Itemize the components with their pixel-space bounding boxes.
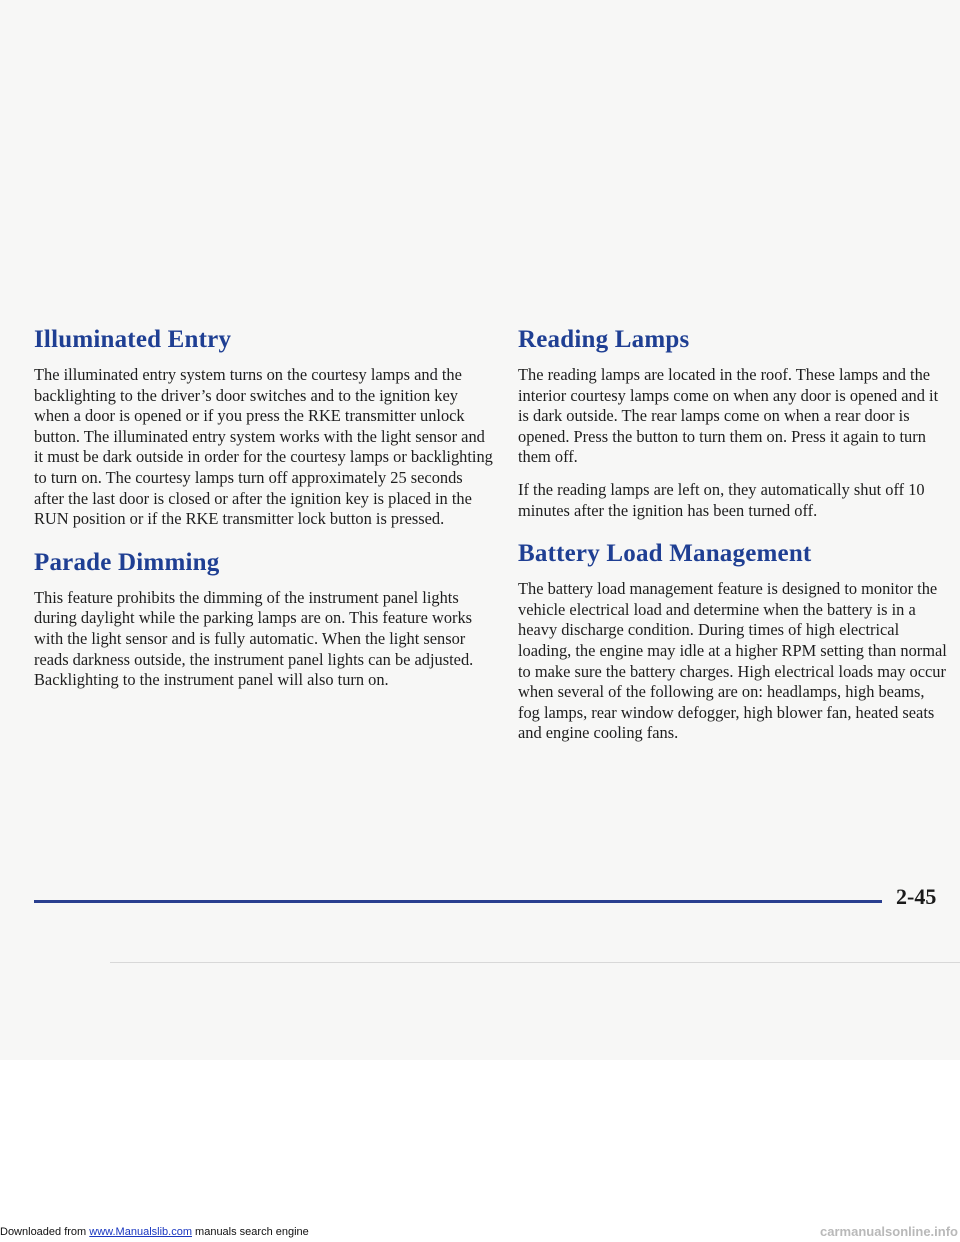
page-number: 2-45 — [896, 884, 937, 909]
battery-load-paragraph: The battery load management feature is designed to monitor the vehicle electrical load and determine when the battery is in a heavy discharge condition. During times of high electrical loading, the engine may idle at a higher RPM setting than normal to make sure the battery charges. High electrical loads may occur when several of the following are on: headlamps, high beams, fog lamps, rear window defogger, high blower fan, heated seats and engine cooling fans. — [518, 579, 947, 743]
manualslib-link[interactable]: www.Manualslib.com — [89, 1226, 192, 1238]
reading-lamps-heading: Reading Lamps — [518, 326, 690, 353]
right-column — [518, 325, 948, 756]
illuminated-entry-section — [34, 325, 494, 530]
download-footer — [0, 1226, 309, 1238]
reading-lamps-paragraph-1: The reading lamps are located in the roof. These lamps and the interior courtesy lamps come on when any door is opened and it is dark outside. The rear lamps come on when a rear door is opened. Press the button to turn them on. Press it again to turn them off. — [518, 365, 939, 467]
reading-lamps-section — [518, 325, 948, 521]
battery-load-heading: Battery Load Management — [518, 540, 812, 568]
parade-dimming-heading: Parade Dimming — [34, 548, 220, 576]
parade-dimming-section — [34, 548, 494, 691]
parade-dimming-paragraph: This feature prohibits the dimming of the instrument panel lights during daylight while the parking lamps are on. This feature works with the light sensor and is fully automatic. When the light sensor reads darkness outside, the instrument panel lights can be adjusted. Backlighting to the instrument panel will also turn on. — [34, 587, 474, 690]
illuminated-entry-paragraph: The illuminated entry system turns on the courtesy lamps and the backlighting to the driver’s door switches and to the ignition key when a door is opened or if you press the RKE transmitter unlock button. The illuminated entry system works with the light sensor and it must be dark outside in order for the courtesy lamps or backlighting to turn on. The courtesy lamps turn off approximately 25 seconds after the last door is closed or after the ignition key is placed in the RUN position or if the RKE transmitter lock button is pressed. — [34, 365, 493, 529]
left-column — [34, 325, 494, 703]
page-rule — [34, 900, 882, 903]
watermark: carmanualsonline.info — [820, 1224, 958, 1239]
footer-suffix: manuals search engine — [191, 1226, 309, 1238]
battery-load-section — [518, 539, 948, 744]
scan-divider — [110, 962, 960, 963]
reading-lamps-paragraph-2: If the reading lamps are left on, they automatically shut off 10 minutes after the ignition has been turned off. — [518, 479, 925, 520]
footer-prefix: Downloaded from — [0, 1226, 90, 1238]
illuminated-entry-heading: Illuminated Entry — [34, 326, 232, 353]
